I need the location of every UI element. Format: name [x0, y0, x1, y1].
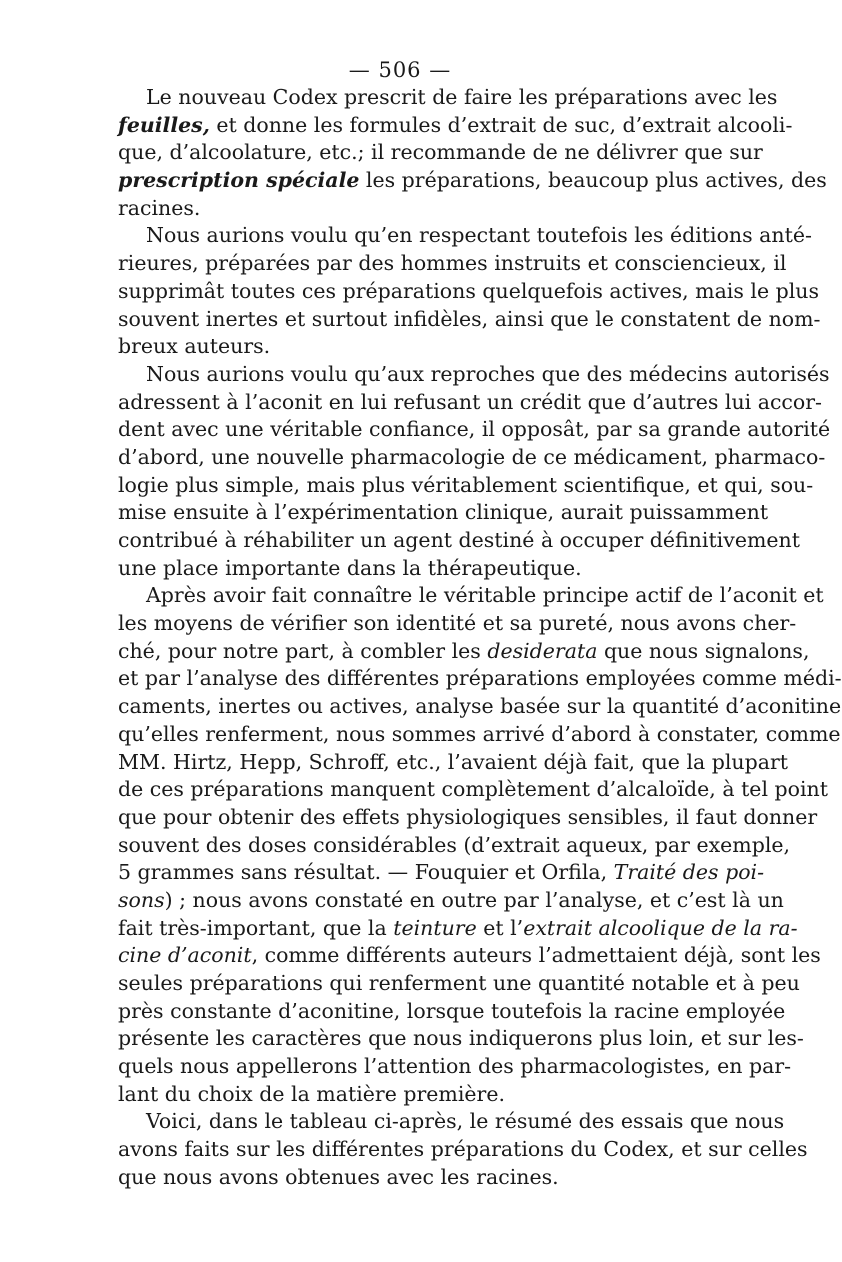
text-run: racines.	[118, 195, 201, 220]
text-run: Après avoir fait connaître le véritable principe actif de l’aconit et	[146, 583, 824, 608]
text-run: que nous signalons,	[597, 638, 810, 663]
emphasized-text: teinture	[393, 915, 477, 940]
text-line	[118, 195, 686, 223]
text-line	[118, 278, 819, 306]
text-run: que pour obtenir des effets physiologiques sensibles, il faut donner	[118, 804, 818, 829]
text-run: Nous aurions voulu qu’aux reproches que des médecins autorisés	[146, 361, 830, 386]
text-run: logie plus simple, mais plus véritablement scientifique, et qui, sou-	[118, 472, 814, 497]
text-run: contribué à réhabiliter un agent destiné à occuper définitivement	[118, 528, 800, 552]
text-line	[118, 970, 800, 998]
text-run: ) ; nous avons constaté en outre par l’analyse, et c’est là un	[164, 887, 784, 912]
text-run: dent avec une véritable confiance, il opposât, par sa grande autorité	[118, 417, 831, 442]
text-line	[118, 222, 812, 250]
text-line	[118, 499, 769, 527]
text-line	[118, 527, 800, 555]
text-run: les préparations, beaucoup plus actives, des	[359, 168, 827, 193]
text-line	[118, 887, 784, 915]
text-line	[118, 139, 763, 167]
text-line	[118, 416, 831, 444]
text-run: 5 grammes sans résultat. — Fouquier et Orfila,	[118, 860, 614, 885]
text-line	[118, 665, 842, 693]
text-run: adressent à l’aconit en lui refusant un crédit que d’autres lui accor-	[118, 389, 822, 414]
text-line	[118, 776, 828, 804]
text-run: Voici, dans le tableau ci-après, le résumé des essais que nous	[146, 1109, 785, 1134]
text-run: et l’	[476, 915, 524, 940]
text-run: une place importante dans la thérapeutique.	[118, 555, 582, 580]
text-line	[118, 804, 818, 832]
text-run: que, d’alcoolature, etc.; il recommande de ne délivrer que sur	[118, 140, 763, 165]
text-line	[118, 389, 822, 417]
text-line	[118, 832, 791, 860]
page-number: — 506 —	[348, 58, 452, 82]
text-line	[118, 1081, 686, 1109]
text-run: et par l’analyse des différentes préparations employées comme médi-	[118, 666, 842, 691]
text-line	[118, 444, 826, 472]
text-run: d’abord, une nouvelle pharmacologie de ce médicament, pharmaco-	[118, 444, 826, 469]
text-line	[118, 306, 821, 334]
text-run: que nous avons obtenues avec les racines.	[118, 1164, 559, 1189]
text-line	[118, 1053, 792, 1081]
text-run: les moyens de vérifier son identité et sa pureté, nous avons cher-	[118, 611, 797, 636]
text-run: qu’elles renferment, nous sommes arrivé d’abord à constater, comme	[118, 721, 841, 746]
emphasized-text: cine d’aconit	[118, 943, 252, 968]
text-line	[118, 915, 798, 943]
text-run: breux auteurs.	[118, 334, 271, 359]
text-run: souvent inertes et surtout infidèles, ainsi que le constatent de nom-	[118, 306, 821, 331]
text-line	[118, 859, 765, 887]
text-run: MM. Hirtz, Hepp, Schroff, etc., l’avaient déjà fait, que la plupart	[118, 749, 789, 774]
text-line	[118, 472, 814, 500]
text-line	[118, 998, 786, 1026]
emphasized-text: desiderata	[487, 638, 598, 663]
text-line	[118, 84, 778, 112]
text-line	[118, 749, 789, 777]
text-line	[118, 555, 686, 583]
text-run: rieures, préparées par des hommes instruits et consciencieux, il	[118, 251, 787, 276]
text-run: caments, inertes ou actives, analyse basée sur la quantité d’aconitine	[118, 694, 842, 719]
text-line	[118, 167, 827, 195]
text-run: près constante d’aconitine, lorsque toutefois la racine employée	[118, 998, 786, 1023]
text-run: seules préparations qui renferment une quantité notable et à peu	[118, 971, 800, 995]
text-run: fait très-important, que la	[118, 915, 394, 940]
text-run: mise ensuite à l’expérimentation clinique, aurait puissamment	[118, 500, 769, 525]
text-run: quels nous appellerons l’attention des pharmacologistes, en par-	[118, 1054, 792, 1079]
text-run: lant du choix de la matière première.	[118, 1081, 505, 1106]
text-run: Le nouveau Codex prescrit de faire les préparations avec les	[146, 85, 778, 109]
text-run: de ces préparations manquent complètement d’alcaloïde, à tel point	[118, 777, 828, 802]
text-run: et donne les formules d’extrait de suc, d’extrait alcooli-	[209, 112, 793, 137]
text-line	[118, 250, 787, 278]
text-line	[118, 1164, 686, 1192]
text-run: Nous aurions voulu qu’en respectant toutefois les éditions anté-	[146, 223, 812, 248]
text-run: présente les caractères que nous indiquerons plus loin, et sur les-	[118, 1026, 804, 1051]
text-line	[118, 638, 810, 666]
page-body-text	[118, 84, 842, 1192]
text-line	[118, 333, 686, 361]
text-run: ché, pour notre part, à combler les	[118, 638, 488, 663]
emphasized-text: prescription spéciale	[118, 168, 360, 193]
text-run: souvent des doses considérables (d’extrait aqueux, par exemple,	[118, 832, 791, 857]
text-line	[118, 1108, 785, 1136]
text-line	[118, 942, 821, 970]
text-line	[118, 582, 824, 610]
emphasized-text: extrait alcoolique de la ra-	[523, 915, 798, 940]
text-run: supprimât toutes ces préparations quelquefois actives, mais le plus	[118, 278, 819, 303]
text-run: , comme différents auteurs l’admettaient déjà, sont les	[251, 943, 821, 968]
text-line	[118, 361, 830, 389]
text-line	[118, 112, 793, 140]
text-line	[118, 610, 797, 638]
emphasized-text: sons	[118, 887, 165, 912]
text-line	[118, 721, 841, 749]
text-line	[118, 693, 842, 721]
text-line	[118, 1025, 804, 1053]
text-line	[118, 1136, 808, 1164]
emphasized-text: feuilles,	[118, 112, 210, 137]
text-run: avons faits sur les différentes préparations du Codex, et sur celles	[118, 1137, 808, 1162]
emphasized-text: Traité des poi-	[613, 860, 765, 885]
